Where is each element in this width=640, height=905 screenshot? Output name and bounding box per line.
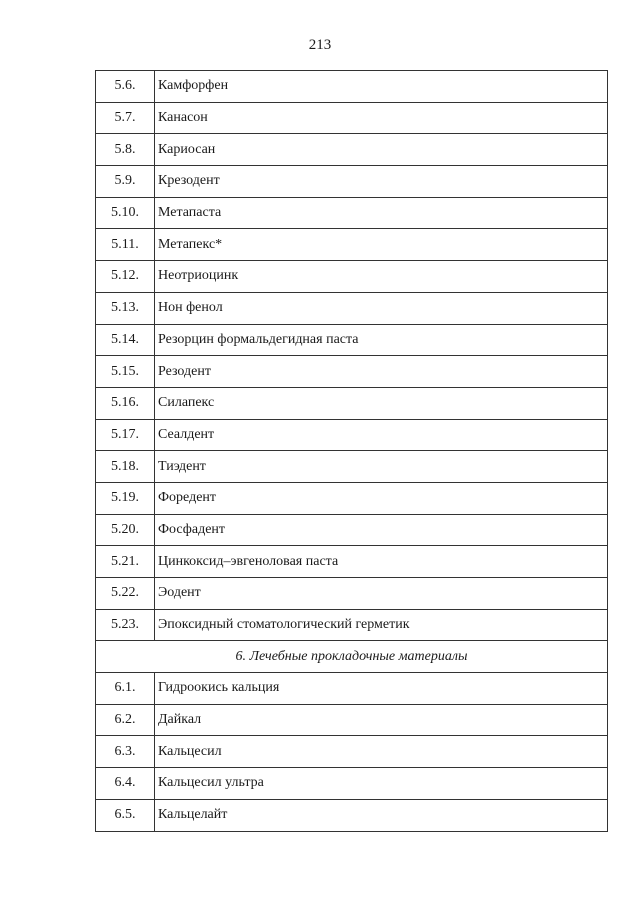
item-number: 5.22. [96, 578, 155, 610]
item-number: 5.15. [96, 356, 155, 388]
item-number: 6.5. [96, 799, 155, 831]
table-row [96, 102, 608, 134]
table-row [96, 324, 608, 356]
section-header-row [96, 641, 608, 673]
table-row [96, 134, 608, 166]
item-number: 5.11. [96, 229, 155, 261]
item-number: 6.1. [96, 673, 155, 705]
item-number: 5.19. [96, 482, 155, 514]
item-number: 6.2. [96, 704, 155, 736]
item-number: 5.21. [96, 546, 155, 578]
item-number: 5.8. [96, 134, 155, 166]
material-name: Силапекс [155, 387, 608, 419]
material-name: Эпоксидный стоматологический герметик [155, 609, 608, 641]
material-name: Фосфадент [155, 514, 608, 546]
material-name: Тиэдент [155, 451, 608, 483]
materials-table [95, 70, 608, 832]
table-row [96, 768, 608, 800]
material-name: Кальцелайт [155, 799, 608, 831]
item-number: 5.12. [96, 261, 155, 293]
item-number: 5.6. [96, 71, 155, 103]
item-number: 6.4. [96, 768, 155, 800]
material-name: Резодент [155, 356, 608, 388]
item-number: 5.17. [96, 419, 155, 451]
table-row [96, 451, 608, 483]
material-name: Метапаста [155, 197, 608, 229]
table-row [96, 261, 608, 293]
material-name: Неотриоцинк [155, 261, 608, 293]
material-name: Сеалдент [155, 419, 608, 451]
table-row [96, 229, 608, 261]
material-name: Нон фенол [155, 292, 608, 324]
table-row [96, 704, 608, 736]
material-name: Кальцесил [155, 736, 608, 768]
item-number: 5.10. [96, 197, 155, 229]
item-number: 5.9. [96, 166, 155, 198]
material-name: Кариосан [155, 134, 608, 166]
material-name: Крезодент [155, 166, 608, 198]
table-row [96, 419, 608, 451]
table-row [96, 387, 608, 419]
item-number: 6.3. [96, 736, 155, 768]
table-row [96, 799, 608, 831]
table-row [96, 197, 608, 229]
material-name: Форедент [155, 482, 608, 514]
item-number: 5.14. [96, 324, 155, 356]
material-name: Кальцесил ультра [155, 768, 608, 800]
item-number: 5.18. [96, 451, 155, 483]
table-row [96, 166, 608, 198]
table-row [96, 292, 608, 324]
material-name: Метапекс* [155, 229, 608, 261]
table-row [96, 736, 608, 768]
table-row [96, 514, 608, 546]
item-number: 5.16. [96, 387, 155, 419]
table-row [96, 609, 608, 641]
material-name: Резорцин формальдегидная паста [155, 324, 608, 356]
item-number: 5.23. [96, 609, 155, 641]
table-row [96, 356, 608, 388]
table-row [96, 482, 608, 514]
item-number: 5.13. [96, 292, 155, 324]
page-number: 213 [308, 37, 332, 53]
material-name: Дайкал [155, 704, 608, 736]
table-row [96, 71, 608, 103]
material-name: Эодент [155, 578, 608, 610]
material-name: Канасон [155, 102, 608, 134]
material-name: Гидроокись кальция [155, 673, 608, 705]
table-row [96, 673, 608, 705]
table-row [96, 578, 608, 610]
item-number: 5.20. [96, 514, 155, 546]
table-row [96, 546, 608, 578]
section-title: 6. Лечебные прокладочные материалы [96, 641, 608, 673]
material-name: Камфорфен [155, 71, 608, 103]
material-name: Цинкоксид–эвгеноловая паста [155, 546, 608, 578]
item-number: 5.7. [96, 102, 155, 134]
materials-table-body [96, 71, 608, 832]
